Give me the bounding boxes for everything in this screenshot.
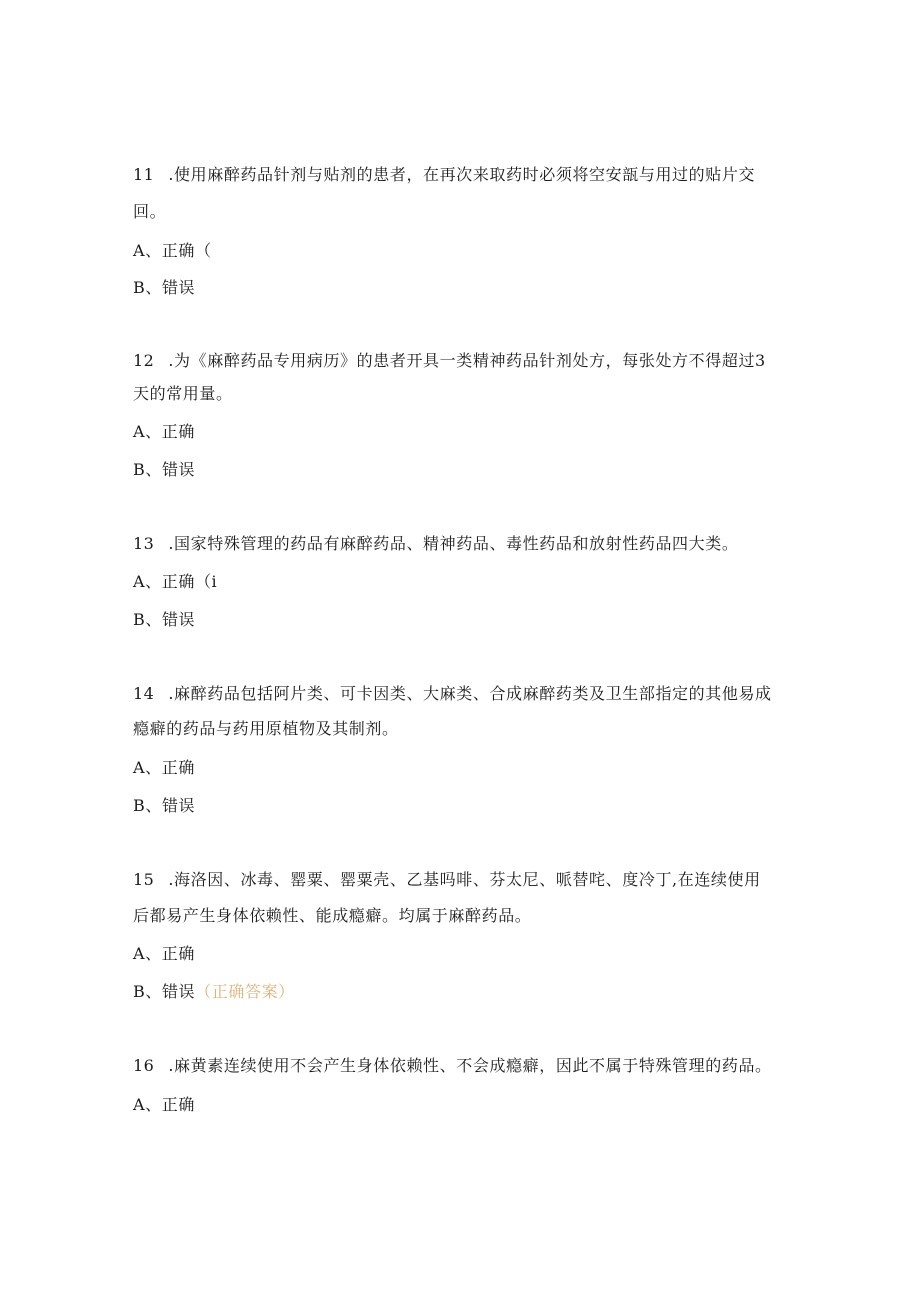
question-number: 15: [133, 870, 155, 889]
question-14-option-b: B、错误: [133, 796, 196, 815]
question-number: 13: [133, 534, 155, 553]
question-12-line-1: [133, 351, 766, 371]
question-text: .为《麻醉药品专用病历》的患者开具一类精神药品针剂处方，每张处方不得超过3: [168, 351, 766, 370]
question-15-option-b: [133, 982, 295, 1002]
question-11-line-1: [133, 165, 755, 185]
question-text: .海洛因、冰毒、罂粟、罂粟壳、乙基吗啡、芬太尼、哌替咤、度冷丁,在连续使用: [168, 870, 761, 889]
question-number: 11: [133, 165, 155, 184]
correct-answer-mark: （正确答案）: [195, 982, 295, 1001]
question-14-line-2: 瘾癖的药品与药用原植物及其制剂。: [133, 719, 399, 738]
question-12-option-b: B、错误: [133, 460, 196, 479]
question-13-option-a: A、正确（i: [133, 572, 218, 591]
question-number: 14: [133, 684, 155, 703]
question-number: 16: [133, 1056, 155, 1075]
question-16-line-1: [133, 1056, 772, 1076]
question-11-line-2: 回。: [133, 202, 167, 221]
question-text: .国家特殊管理的药品有麻醉药品、精神药品、毒性药品和放射性药品四大类。: [168, 534, 739, 553]
question-12-option-a: A、正确: [133, 422, 195, 441]
option-text: B、错误: [133, 982, 196, 1001]
question-14-line-1: [133, 684, 772, 704]
question-12-line-2: 天的常用量。: [133, 384, 233, 403]
question-11-option-a: A、正确（: [133, 241, 212, 260]
question-15-line-1: [133, 870, 761, 890]
question-14-option-a: A、正确: [133, 758, 195, 777]
question-text: .麻醉药品包括阿片类、可卡因类、大麻类、合成麻醉药类及卫生部指定的其他易成: [168, 684, 772, 703]
question-13-line-1: [133, 534, 738, 554]
question-text: .麻黄素连续使用不会产生身体依赖性、不会成瘾癖，因此不属于特殊管理的药品。: [168, 1056, 772, 1075]
question-13-option-b: B、错误: [133, 610, 196, 629]
question-11-option-b: B、错误: [133, 278, 196, 297]
question-text: .使用麻醉药品针剂与贴剂的患者，在再次来取药时必须将空安瓿与用过的贴片交: [168, 165, 756, 184]
question-number: 12: [133, 351, 155, 370]
question-15-line-2: 后都易产生身体依赖性、能成瘾癖。均属于麻醉药品。: [133, 906, 532, 925]
question-16-option-a: A、正确: [133, 1095, 195, 1114]
question-15-option-a: A、正确: [133, 944, 195, 963]
